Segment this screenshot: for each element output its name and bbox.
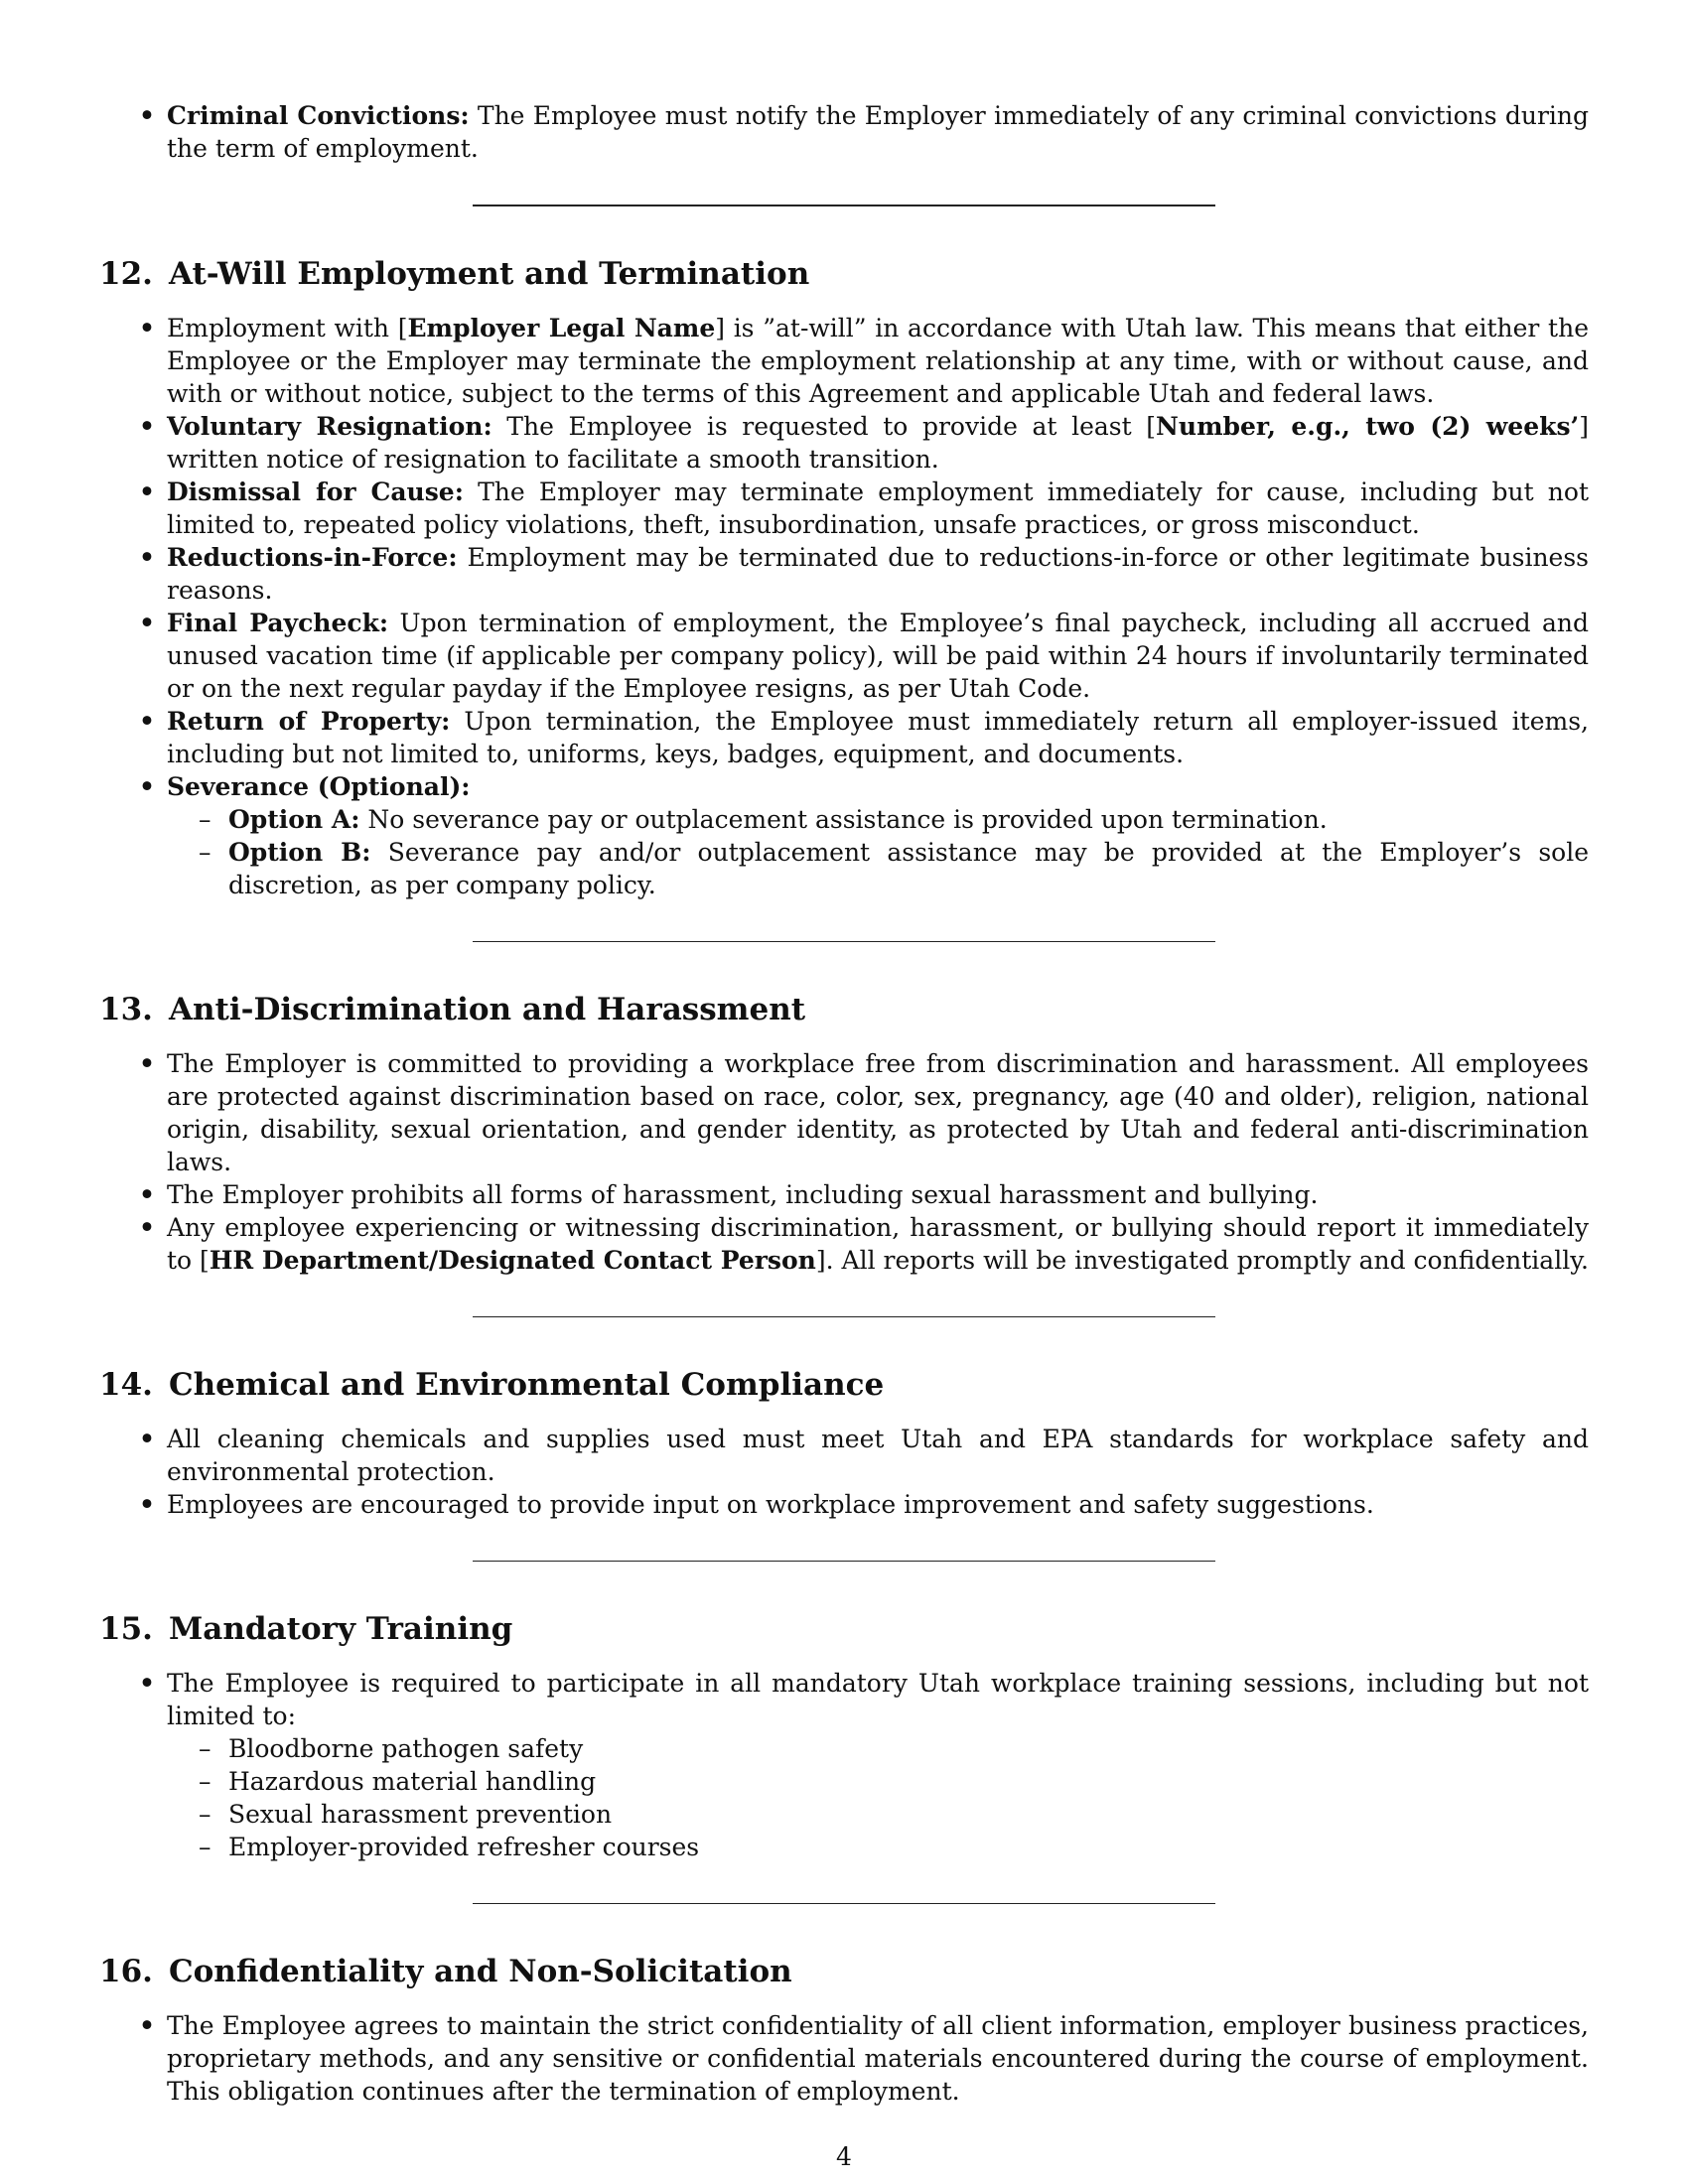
list-item-return-of-property: • Return of Property: Upon termination, the Employee must immediately return all employer-issued items, including but not limited to, uniforms, keys, badges, equipment, and documents. [139, 707, 1589, 768]
section-14-heading [99, 1365, 1589, 1405]
section-title: Mandatory Training [168, 1611, 513, 1647]
item-label: Severance (Optional): [167, 772, 471, 801]
section-title: Chemical and Environmental Compliance [168, 1367, 885, 1403]
item-label: Dismissal for Cause: [167, 478, 464, 506]
document-page [99, 99, 1589, 2108]
section-number: 16. [99, 1954, 153, 1989]
section-divider [473, 1561, 1215, 1562]
item-label: Option B: [228, 838, 371, 867]
list-item-criminal-convictions [99, 99, 1589, 165]
sub-item-training-topic: – Bloodborne pathogen safety [199, 1734, 584, 1763]
dash-icon: – [199, 1767, 211, 1796]
dash-icon: – [199, 838, 211, 867]
sub-item-training-topic: – Hazardous material handling [199, 1767, 597, 1796]
section-number: 14. [99, 1367, 153, 1403]
list-item-reporting: • Any employee experiencing or witnessing discrimination, harassment, or bullying should report it immediately to [HR Department/Designated Contact Person]. All reports will be investigated promptly and confidentially. [139, 1213, 1589, 1275]
severance-options-list [99, 803, 1589, 901]
sub-item-training-topic: – Sexual harassment prevention [199, 1800, 613, 1829]
placeholder-hr-contact: HR Department/Designated Contact Person [209, 1246, 816, 1275]
bullet-icon: • [139, 314, 155, 342]
item-label: Final Paycheck: [167, 609, 389, 637]
dash-icon: – [199, 1734, 211, 1763]
bullet-icon: • [139, 101, 155, 130]
section-title: At-Will Employment and Termination [168, 256, 810, 292]
section-15-heading [99, 1609, 1589, 1649]
placeholder-notice-period: Number, e.g., two (2) weeks’ [1156, 412, 1580, 441]
section-number: 15. [99, 1611, 153, 1647]
section-title: Anti-Discrimination and Harassment [168, 992, 806, 1027]
placeholder-employer-name: Employer Legal Name [407, 314, 716, 342]
section-14-list [99, 1423, 1589, 1521]
item-text: The Employee must notify the Employer immediately of any criminal convictions during the term of employment. [167, 101, 1589, 163]
page-number: 4 [836, 2142, 852, 2171]
list-item-training: • The Employee is required to participate in all mandatory Utah workplace training sessions, including but not limited to: [139, 1669, 1589, 1730]
section-11-list [99, 99, 1589, 165]
item-label: Voluntary Resignation: [167, 412, 492, 441]
dash-icon: – [199, 1833, 211, 1861]
sub-item-training-topic: – Employer-provided refresher courses [199, 1833, 700, 1861]
bullet-icon: • [139, 1213, 155, 1242]
bullet-icon: • [139, 412, 155, 441]
bullet-icon: • [139, 2011, 155, 2040]
list-item-at-will: • Employment with [Employer Legal Name] is ”at-will” in accordance with Utah law. This means that either the Employee or the Employer may terminate the employment relationship at any time, with or without cause, and with or without notice, subject to the terms of this Agreement and applicable Utah and federal laws. [139, 314, 1589, 408]
sub-item-option-a: – Option A: No severance pay or outplacement assistance is provided upon termination. [199, 805, 1328, 834]
section-title: Confidentiality and Non-Solicitation [168, 1954, 792, 1989]
training-topics-list [99, 1732, 1589, 1863]
dash-icon: – [199, 1800, 211, 1829]
bullet-icon: • [139, 478, 155, 506]
section-number: 13. [99, 992, 153, 1027]
list-item-voluntary-resignation: • Voluntary Resignation: The Employee is requested to provide at least [Number, e.g., two (2) weeks’] written notice of resignation to facilitate a smooth transition. [139, 412, 1589, 474]
bullet-icon: • [139, 772, 155, 801]
list-item-final-paycheck: • Final Paycheck: Upon termination of employment, the Employee’s final paycheck, including all accrued and unused vacation time (if applicable per company policy), will be paid within 24 hours if involuntarily terminated or on the next regular payday if the Employee resigns, as per Utah Code. [139, 609, 1589, 703]
list-item-prohibits-harassment: • The Employer prohibits all forms of harassment, including sexual harassment and bullying. [139, 1180, 1319, 1209]
section-16-list [99, 2009, 1589, 2108]
list-item-reductions-in-force: • Reductions-in-Force: Employment may be terminated due to reductions-in-force or other legitimate business reasons. [139, 543, 1589, 605]
list-item-input: • Employees are encouraged to provide input on workplace improvement and safety suggestions. [139, 1490, 1374, 1519]
list-item-confidentiality: • The Employee agrees to maintain the strict confidentiality of all client information, employer business practices, proprietary methods, and any sensitive or confidential materials encountered during the course of employment. This obligation continues after the termination of employment. [139, 2011, 1589, 2106]
section-12-list [99, 312, 1589, 803]
bullet-icon: • [139, 1425, 155, 1453]
bullet-icon: • [139, 1180, 155, 1209]
section-12-heading [99, 254, 1589, 294]
item-label: Return of Property: [167, 707, 451, 736]
list-item-severance [99, 770, 1589, 803]
section-divider [473, 941, 1215, 942]
section-number: 12. [99, 256, 153, 292]
section-16-heading [99, 1952, 1589, 1991]
section-13-list [99, 1047, 1589, 1277]
section-divider [473, 1316, 1215, 1317]
bullet-icon: • [139, 1669, 155, 1698]
list-item-dismissal-for-cause: • Dismissal for Cause: The Employer may terminate employment immediately for cause, including but not limited to, repeated policy violations, theft, insubordination, unsafe practices, or gross misconduct. [139, 478, 1589, 539]
bullet-icon: • [139, 1049, 155, 1078]
list-item-chemicals: • All cleaning chemicals and supplies used must meet Utah and EPA standards for workplace safety and environmental protection. [139, 1425, 1589, 1486]
bullet-icon: • [139, 707, 155, 736]
item-label: Option A: [228, 805, 360, 834]
item-label: Reductions-in-Force: [167, 543, 458, 572]
section-divider [473, 1903, 1215, 1904]
dash-icon: – [199, 805, 211, 834]
item-label: Criminal Convictions: [167, 101, 470, 130]
sub-item-option-b: – Option B: Severance pay and/or outplacement assistance may be provided at the Employer’s sole discretion, as per company policy. [199, 838, 1589, 899]
bullet-icon: • [139, 609, 155, 637]
section-divider [473, 205, 1215, 206]
section-13-heading [99, 990, 1589, 1029]
bullet-icon: • [139, 1490, 155, 1519]
list-item-commitment: • The Employer is committed to providing a workplace free from discrimination and harassment. All employees are protected against discrimination based on race, color, sex, pregnancy, age (40 and older), religion, national origin, disability, sexual orientation, and gender identity, as protected by Utah and federal anti-discrimination laws. [139, 1049, 1589, 1176]
section-15-list [99, 1667, 1589, 1732]
bullet-icon: • [139, 543, 155, 572]
